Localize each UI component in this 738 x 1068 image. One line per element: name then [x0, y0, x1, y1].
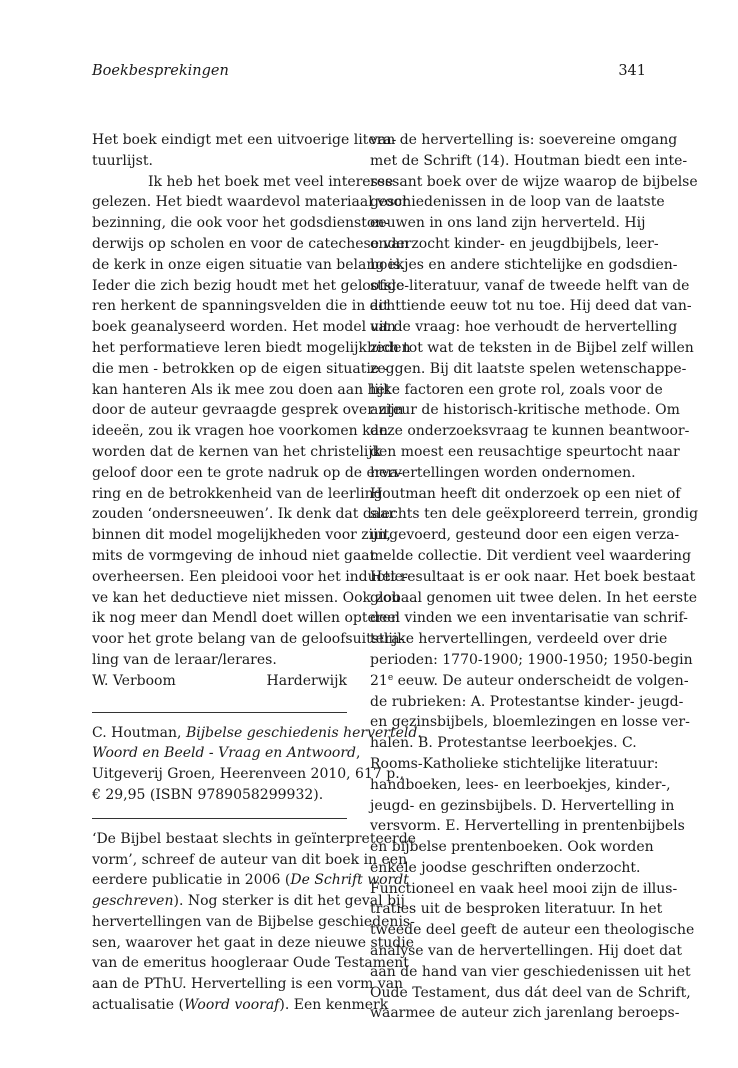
- text-line: [92, 723, 422, 744]
- text-line: derwijs op scholen en voor de catechese van: [92, 235, 409, 252]
- page-number: 341: [618, 63, 646, 79]
- text-line: van de emeritus hoogleraar Oude Testament: [92, 955, 409, 972]
- cited-title: geschreven: [92, 893, 174, 910]
- text-line: Rooms-Katholieke stichtelijke literatuur:: [370, 755, 659, 772]
- divider-rule: [92, 712, 347, 713]
- review2-opening: [92, 829, 416, 1016]
- text-line: zeggen. Bij dit laatste spelen wetenschappe-: [370, 360, 687, 377]
- divider-rule: [92, 818, 347, 819]
- text-line: lijke factoren een grote rol, zoals voor de: [370, 381, 663, 398]
- running-header-section: Boekbesprekingen: [92, 63, 229, 79]
- text-line: enkele joodse geschriften onderzocht.: [370, 859, 641, 876]
- text-line: uit de vraag: hoe verhoudt de hervertelling: [370, 319, 678, 336]
- cited-title: De Schrift wordt: [290, 872, 409, 889]
- text-line: [92, 743, 361, 764]
- text-line: perioden: 1770-1900; 1900-1950; 1950-begin: [370, 651, 693, 668]
- text-line: Oude Testament, dus dát deel van de Schrift,: [370, 984, 691, 1001]
- book-title: Bijbelse geschiedenis herverteld.: [185, 724, 422, 741]
- text-line: aan de PThU. Hervertelling is een vorm van: [92, 976, 404, 993]
- text-line: de kerk in onze eigen situatie van belang is.: [92, 256, 405, 273]
- book-author: C. Houtman,: [92, 724, 186, 741]
- text-run: eerdere publicatie in 2006 (: [92, 872, 291, 889]
- text-run: ). Een kenmerk: [279, 997, 389, 1014]
- review2-body: [370, 130, 699, 671]
- text-line: waarmee de auteur zich jarenlang beroeps-: [370, 1005, 680, 1022]
- text-line: zouden ‘ondersneeuwen’. Ik denk dat daar: [92, 506, 396, 523]
- text-line: handboeken, lees- en leerboekjes, kinder-,: [370, 776, 671, 793]
- text-line: Ik heb het boek met veel interesse: [148, 173, 394, 190]
- text-line: ling van de leraar/lerares.: [92, 651, 277, 668]
- text-run: eeuw. De auteur onderscheidt de volgen-: [393, 672, 689, 689]
- text-line: den moest een reusachtige speurtocht naar: [370, 443, 680, 460]
- text-line: stige literatuur, vanaf de tweede helft van de: [370, 277, 690, 294]
- text-line: halen. B. Protestantse leerboekjes. C.: [370, 735, 637, 752]
- reviewer-name: W. Verboom: [92, 672, 176, 689]
- book-price: € 29,95 (ISBN 9789058299932).: [92, 786, 324, 803]
- text-line: overheersen. Een pleidooi voor het inductie-: [92, 568, 408, 585]
- text-line: en bijbelse prentenboeken. Ook worden: [370, 839, 654, 856]
- text-line: hervertellingen van de Bijbelse geschiedenis-: [92, 913, 415, 930]
- text-line: Het resultaat is er ook naar. Het boek bestaat: [370, 568, 696, 585]
- text-line: [92, 995, 389, 1016]
- text-line: melde collectie. Dit verdient veel waardering: [370, 547, 692, 564]
- text-line: en gezinsbijbels, bloemlezingen en losse ver-: [370, 714, 690, 731]
- text-line: Ieder die zich bezig houdt met het geloofsle-: [92, 277, 410, 294]
- text-line: door de auteur gevraagde gesprek over zijn: [92, 402, 404, 419]
- text-line: ideeën, zou ik vragen hoe voorkomen kan: [92, 423, 388, 440]
- review2-body: [370, 692, 695, 1025]
- text-line: worden dat de kernen van het christelijk: [92, 443, 382, 460]
- century-superscript: e: [387, 672, 394, 683]
- book-publisher: Uitgeverij Groen, Heerenveen 2010, 617 p.,: [92, 766, 405, 783]
- text-line: ve kan het deductieve niet missen. Ook zou: [92, 589, 401, 606]
- text-line: sen, waarover het gaat in deze nieuwe studie: [92, 934, 414, 951]
- text-line: telijke hervertellingen, verdeeld over drie: [370, 631, 668, 648]
- reviewer-place: Harderwijk: [266, 672, 347, 689]
- text-line: gelezen. Het biedt waardevol materiaal voor: [92, 194, 409, 211]
- text-line: voor het grote belang van de geloofsuitstra-: [92, 631, 405, 648]
- text-line: hervertellingen worden ondernomen.: [370, 464, 636, 481]
- text-line: Functioneel en vaak heel mooi zijn de illus-: [370, 880, 678, 897]
- text-line: geloof door een te grote nadruk op de erva-: [92, 464, 403, 481]
- text-line: met de Schrift (14). Houtman biedt een inte-: [370, 152, 688, 169]
- text-line: zich tot wat de teksten in de Bijbel zelf willen: [370, 339, 694, 356]
- right-column: [370, 130, 699, 1024]
- text-line: jeugd- en gezinsbijbels. D. Hervertelling in: [370, 797, 675, 814]
- text-line: uitgevoerd, gesteund door een eigen verza-: [370, 527, 680, 544]
- text-line: slechts ten dele geëxploreerd terrein, grondig: [370, 506, 699, 523]
- text-line: van de hervertelling is: soevereine omgang: [370, 132, 678, 148]
- text-line: deel vinden we een inventarisatie van schrif-: [370, 610, 688, 627]
- text-line: tuurlijst.: [92, 152, 153, 169]
- text-line: ressant boek over de wijze waarop de bijbelse: [370, 173, 698, 190]
- text-line: kan hanteren Als ik mee zou doen aan het: [92, 381, 391, 398]
- text-line: geschiedenissen in de loop van de laatste: [370, 194, 665, 211]
- text-line: versvorm. E. Hervertelling in prentenbijbels: [370, 818, 685, 835]
- book-title: Woord en Beeld - Vraag en Antwoord: [92, 745, 356, 762]
- reviewer-signature: [92, 671, 347, 692]
- punctuation: ,: [356, 745, 361, 762]
- cited-title: Woord vooraf: [183, 997, 280, 1014]
- text-line: het performatieve leren biedt mogelijkheden: [92, 339, 411, 356]
- text-line: deze onderzoeksvraag te kunnen beantwoor-: [370, 423, 690, 440]
- text-line: tweede deel geeft de auteur een theologische: [370, 922, 695, 939]
- text-line: boekjes en andere stichtelijke en godsdien-: [370, 256, 678, 273]
- book-reference: [92, 723, 422, 806]
- text-line: traties uit de besproken literatuur. In het: [370, 901, 663, 918]
- text-line: analyse van de hervertellingen. Hij doet dat: [370, 943, 683, 960]
- text-run: ). Nog sterker is dit het geval bij: [173, 893, 405, 910]
- text-line: vorm’, schreef de auteur van dit boek in een: [92, 851, 408, 868]
- text-line: ren herkent de spanningsvelden die in dit: [92, 298, 389, 315]
- text-line: aan de hand van vier geschiedenissen uit het: [370, 963, 691, 980]
- text-line: ik nog meer dan Mendl doet willen opteren: [92, 610, 400, 627]
- text-line: binnen dit model mogelijkheden voor zijn,: [92, 527, 391, 544]
- text-line: onderzocht kinder- en jeugdbijbels, leer-: [370, 235, 659, 252]
- review1-ending: [92, 130, 411, 671]
- text-line: [92, 891, 405, 912]
- text-line: achttiende eeuw tot nu toe. Hij deed dat van-: [370, 298, 692, 315]
- text-line: globaal genomen uit twee delen. In het eerste: [370, 589, 698, 606]
- text-line: ring en de betrokkenheid van de leerling: [92, 485, 383, 502]
- text-line: mits de vormgeving de inhoud niet gaat: [92, 547, 376, 564]
- text-line: Houtman heeft dit onderzoek op een niet of: [370, 485, 681, 502]
- text-run: actualisatie (: [92, 997, 184, 1014]
- text-line: [370, 671, 689, 692]
- text-line: [92, 870, 409, 891]
- review1-paragraph: [92, 192, 411, 670]
- text-line: ‘De Bijbel bestaat slechts in geïnterpreteerde: [92, 830, 416, 847]
- text-line: boek geanalyseerd worden. Het model van: [92, 319, 396, 336]
- text-line: Het boek eindigt met een uitvoerige litera-: [92, 132, 397, 148]
- text-line: eeuwen in ons land zijn herverteld. Hij: [370, 215, 646, 232]
- century-number: 21: [370, 672, 388, 689]
- text-line: die men - betrokken op de eigen situatie -: [92, 360, 389, 377]
- text-line: bezinning, die ook voor het godsdienston-: [92, 215, 390, 232]
- text-line: auteur de historisch-kritische methode. Om: [370, 402, 680, 419]
- text-line: de rubrieken: A. Protestantse kinder- jeugd-: [370, 693, 684, 710]
